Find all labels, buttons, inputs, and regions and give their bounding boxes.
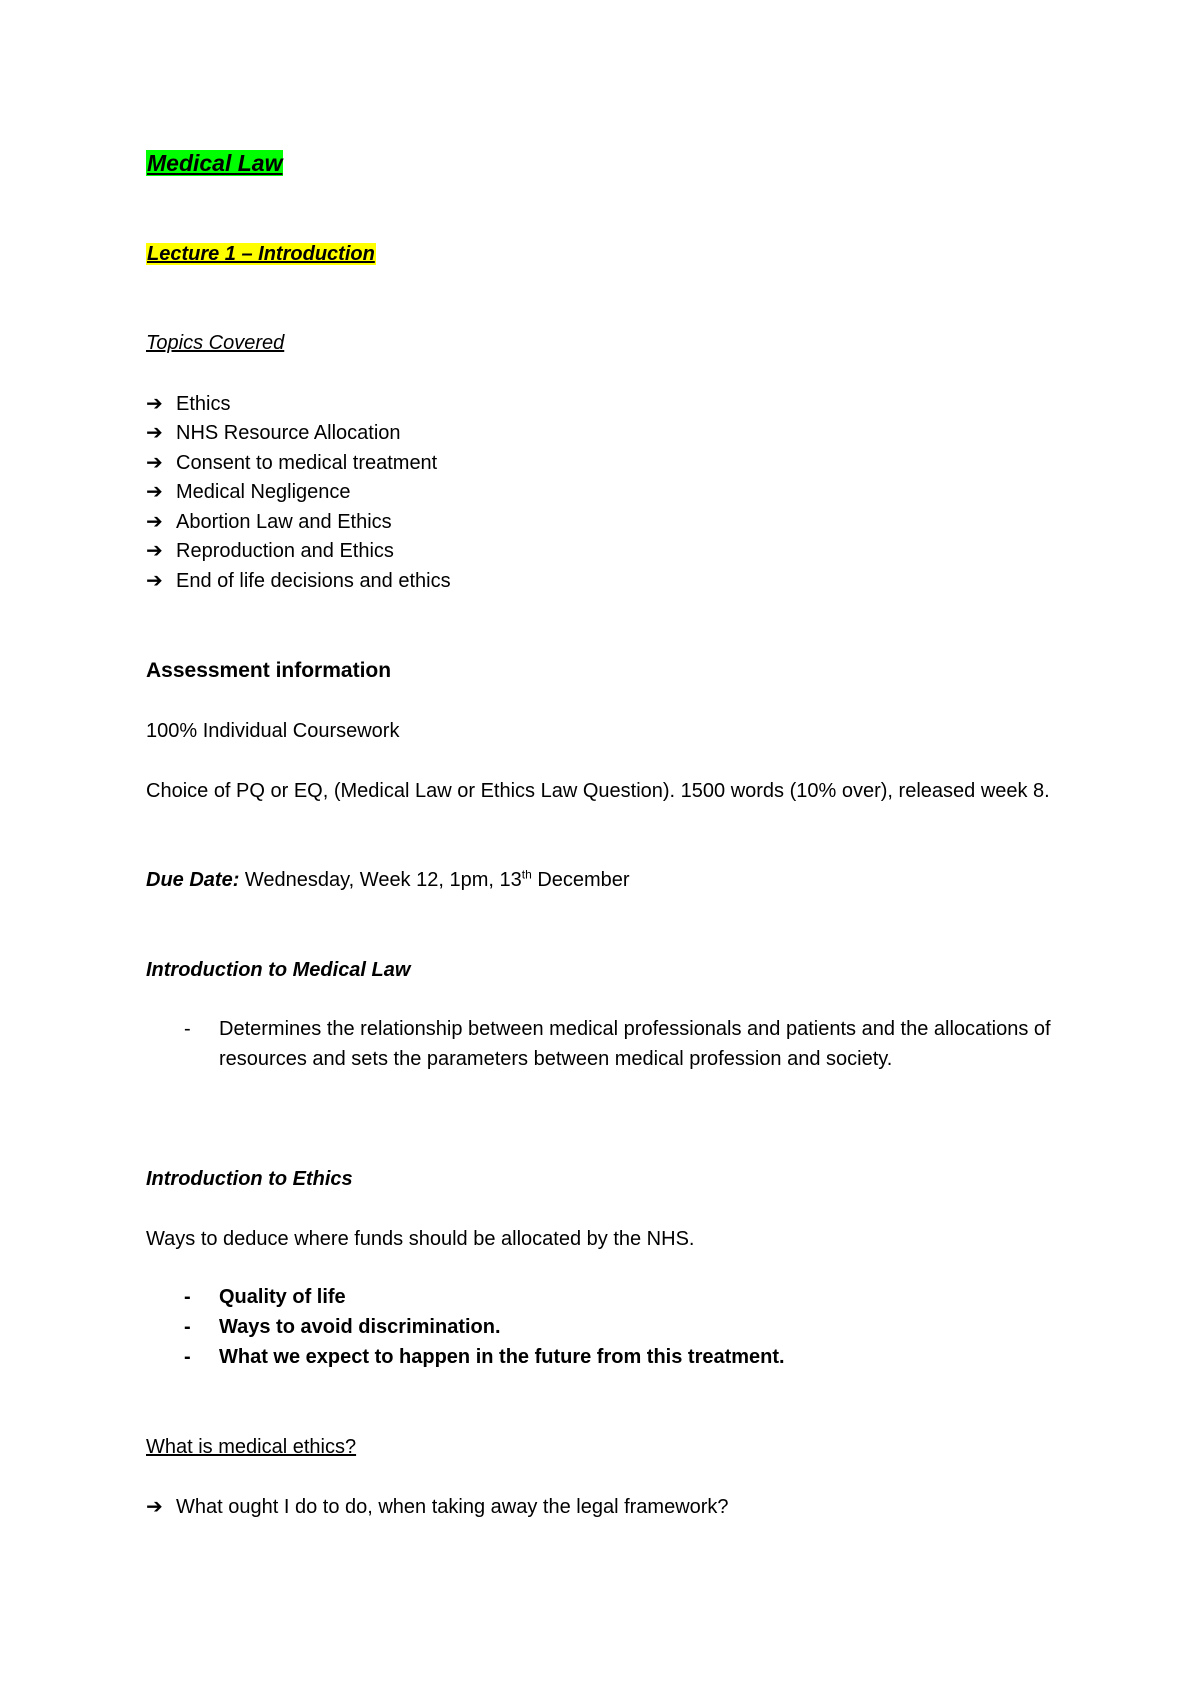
topic-label: End of life decisions and ethics bbox=[176, 569, 451, 592]
list-item bbox=[146, 478, 451, 508]
topic-label: Medical Negligence bbox=[176, 481, 351, 504]
arrow-icon: ➔ bbox=[146, 392, 163, 415]
ways-text: Ways to deduce where funds should be allocated by the NHS. bbox=[146, 1228, 695, 1250]
arrow-icon: ➔ bbox=[146, 451, 163, 474]
choice-paragraph: Choice of PQ or EQ, (Medical Law or Ethics Law Question). 1500 words (10% over), released week 8. bbox=[146, 780, 1050, 802]
ways-point: Quality of life bbox=[219, 1286, 346, 1308]
arrow-icon: ➔ bbox=[146, 540, 163, 563]
due-date-label: Due Date: bbox=[146, 869, 240, 891]
title-line bbox=[146, 148, 283, 180]
topic-label: Abortion Law and Ethics bbox=[176, 510, 392, 533]
assessment-heading: Assessment information bbox=[146, 659, 392, 682]
arrow-icon: ➔ bbox=[146, 422, 163, 445]
arrow-icon: ➔ bbox=[146, 481, 163, 504]
topics-heading-line bbox=[146, 328, 284, 358]
what-ought-line bbox=[146, 1492, 729, 1522]
dash-marker: - bbox=[184, 1316, 191, 1338]
intro-medical-law-heading: Introduction to Medical Law bbox=[146, 959, 411, 981]
coursework-text: 100% Individual Coursework bbox=[146, 720, 400, 742]
arrow-icon: ➔ bbox=[146, 1496, 163, 1518]
arrow-icon: ➔ bbox=[146, 569, 163, 592]
ways-point: What we expect to happen in the future from this treatment. bbox=[219, 1346, 785, 1368]
intro-ethics-heading: Introduction to Ethics bbox=[146, 1168, 353, 1190]
what-ought-text: What ought I do to do, when taking away the legal framework? bbox=[176, 1496, 729, 1518]
topic-label: Consent to medical treatment bbox=[176, 451, 438, 474]
list-item bbox=[146, 448, 451, 478]
intro-medical-law-point: Determines the relationship between medical professionals and patients and the allocations of resources and sets the parameters between medical profession and society. bbox=[219, 1018, 1051, 1070]
topics-list bbox=[146, 389, 451, 596]
what-is-heading: What is medical ethics? bbox=[146, 1436, 357, 1458]
dash-marker: - bbox=[184, 1346, 191, 1368]
due-date-text: Wednesday, Week 12, 1pm, 13 bbox=[239, 869, 522, 891]
list-item bbox=[146, 419, 451, 449]
ways-point: Ways to avoid discrimination. bbox=[219, 1316, 501, 1338]
arrow-icon: ➔ bbox=[146, 510, 163, 533]
list-item bbox=[146, 507, 451, 537]
topics-heading: Topics Covered bbox=[146, 332, 285, 354]
list-item bbox=[146, 537, 451, 567]
due-date-suffix: th bbox=[521, 867, 532, 882]
topic-label: Ethics bbox=[176, 392, 231, 415]
topics-list-wrap bbox=[146, 389, 451, 596]
list-item bbox=[146, 389, 451, 419]
list-item bbox=[146, 566, 451, 596]
lecture-line bbox=[146, 239, 376, 269]
document-title: Medical Law bbox=[147, 150, 283, 176]
due-date-month: December bbox=[531, 869, 630, 891]
topic-label: NHS Resource Allocation bbox=[176, 422, 401, 445]
dash-marker: - bbox=[184, 1286, 191, 1308]
lecture-heading: Lecture 1 – Introduction bbox=[147, 243, 375, 265]
topic-label: Reproduction and Ethics bbox=[176, 540, 394, 563]
dash-marker: - bbox=[184, 1018, 191, 1040]
due-date-line bbox=[146, 865, 630, 895]
